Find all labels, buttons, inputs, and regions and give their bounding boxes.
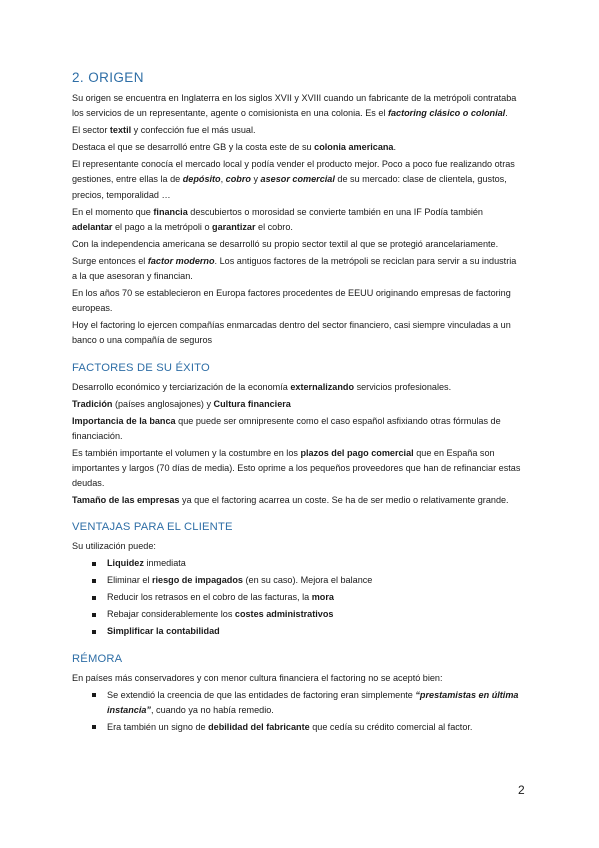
section-origen-body [72,91,522,349]
section-ventajas-intro [72,539,522,554]
ventajas-list [72,556,522,639]
list-item [72,688,522,718]
text-run: el pago a la metrópoli o [112,221,213,232]
text-run: Hoy el factoring lo ejercen compañías enmarcadas dentro del sector financiero, casi siempre vinculadas a un banco o una compañía de seguros [72,320,511,346]
text-run: (en su caso). Mejora el balance [242,575,373,586]
text-run: Su origen se encuentra en Inglaterra en los siglos XVII y XVIII cuando un fabricante de la metrópoli contrataba los servicios de un representante, agente o comisionista en una colonia. Es el [72,93,517,119]
paragraph [72,671,522,686]
text-run: . [393,142,397,153]
text-run: . Los antiguos factores de la metrópoli se reciclan para servir a su industria a la que asesoran y financian. [72,255,517,282]
text-run: Con la independencia americana se desarrolló su propio sector textil al que se protegió arancelariamente. [72,238,499,249]
section-factores-body [72,380,522,509]
text-run: Reducir los retrasos en el cobro de las facturas, la [107,592,312,603]
text-run: financia [153,206,188,217]
text-run: asesor comercial [260,174,335,185]
heading-remora: RÉMORA [72,652,123,665]
text-run: riesgo de impagados [151,575,243,586]
text-run: (países anglosajones) y [112,398,214,409]
paragraph [72,157,522,203]
list-item [72,624,522,639]
paragraph [72,414,522,444]
text-run: inmediata [143,558,186,569]
text-run: plazos del pago comercial [300,447,414,458]
text-run: Importancia de la banca [72,415,176,426]
paragraph [72,446,522,492]
text-run: Simplificar la contabilidad [107,626,220,637]
text-run: , cuando ya no había remedio. [150,704,274,715]
text-run: Tradición [72,398,113,409]
text-run: textil [109,125,132,136]
paragraph [72,205,522,235]
text-run: “prestamistas en última instancia” [107,689,519,715]
text-run: , [220,174,226,185]
text-run: factor moderno [147,255,215,266]
paragraph [72,254,522,284]
text-run: En países más conservadores y con menor cultura financiera el factoring no se aceptó bien: [72,672,443,683]
list-item [72,556,522,571]
paragraph [72,539,522,554]
text-run: que en España son importantes y largos (70 días de media). Esto oprime a los pequeños proveedores que han de refinanciar estas deudas. [72,447,521,489]
heading-factores-exito: FACTORES DE SU ÉXITO [72,361,210,374]
text-run: Desarrollo económico y terciarización de la economía [72,381,291,392]
text-run: que puede ser omnipresente como el caso español asfixiando otras fórmulas de financiación. [72,415,501,441]
text-run: En el momento que [72,206,154,217]
text-run: servicios profesionales. [354,381,452,392]
text-run: El representante conocía el mercado local y podía vender el producto mejor. Poco a poco fue realizando otras gestiones, entre ellas la de [72,159,515,185]
paragraph [72,493,522,508]
text-run: Destaca el que se desarrolló entre GB y la costa este de su [72,142,315,153]
text-run: el cobro. [255,221,293,232]
paragraph [72,397,522,412]
text-run: de su mercado: clase de clientela, gustos, precios, temporalidad … [72,174,507,200]
text-run: depósito [182,174,221,185]
remora-list [72,688,522,735]
document-body [72,70,522,737]
text-run: Se extendió la creencia de que las entidades de factoring eran simplemente [107,689,416,700]
list-item [72,720,522,735]
text-run: Cultura financiera [213,398,291,409]
paragraph [72,380,522,395]
text-run: y confección fue el más usual. [131,125,256,136]
text-run: Tamaño de las empresas [72,495,180,506]
heading-origen: 2. ORIGEN [72,70,144,85]
text-run: debilidad del fabricante [208,721,310,732]
heading-ventajas-cliente: VENTAJAS PARA EL CLIENTE [72,521,233,534]
paragraph [72,286,522,316]
text-run: externalizando [290,381,355,392]
text-run: Surge entonces el [72,255,148,266]
text-run: Liquidez [107,558,144,569]
text-run: cobro [225,174,251,185]
section-remora-intro [72,671,522,686]
list-item [72,573,522,588]
paragraph [72,140,522,155]
text-run: Rebajar considerablemente los [107,609,235,620]
text-run: garantizar [212,221,256,232]
page-number: 2 [518,783,525,797]
text-run: factoring clásico o colonial [387,108,506,119]
text-run: Eliminar el [107,575,152,586]
paragraph [72,91,522,121]
text-run: colonia americana [314,142,394,153]
text-run: . [505,108,508,119]
text-run: En los años 70 se establecieron en Europa factores procedentes de EEUU originando empresas de factoring europeas. [72,288,511,314]
text-run: adelantar [72,221,113,232]
text-run: Es también importante el volumen y la costumbre en los [72,447,301,458]
paragraph [72,237,522,252]
text-run: El sector [72,125,110,136]
list-item [72,590,522,605]
text-run: Su utilización puede: [72,541,156,552]
text-run: ya que el factoring acarrea un coste. Se ha de ser medio o relativamente grande. [179,495,509,506]
paragraph [72,318,522,348]
text-run: y [250,174,261,185]
paragraph [72,123,522,138]
list-item [72,607,522,622]
text-run: costes administrativos [234,609,334,620]
text-run: descubiertos o morosidad se convierte también en una IF Podía también [187,206,483,217]
text-run: Era también un signo de [107,721,209,732]
text-run: mora [311,592,334,603]
text-run: que cedía su crédito comercial al factor. [309,721,473,732]
